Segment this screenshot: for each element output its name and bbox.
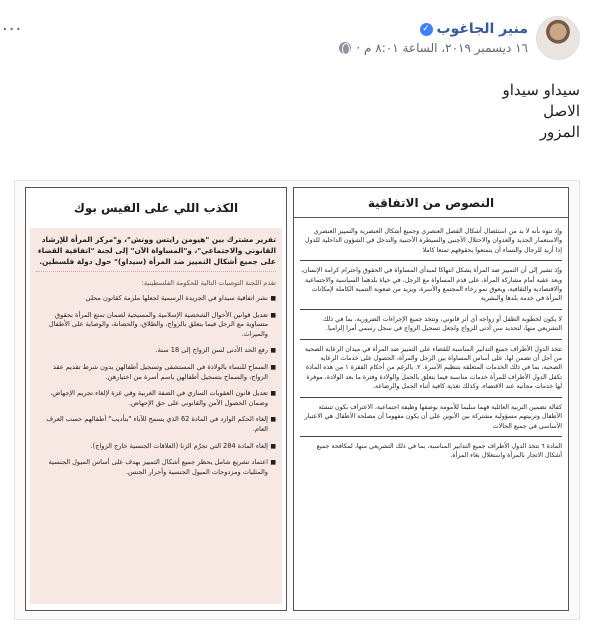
left-column xyxy=(25,187,287,611)
globe-icon xyxy=(339,42,351,54)
convention-text: المادة ٦ تتخذ الدول الأطراف جميع التدابير المناسبة، بما في ذلك التشريعي منها، لمكافحة جميع أشكال الاتجار بالمرأة واستغلال بغاء المرأة. xyxy=(316,442,562,460)
convention-text: وإذ تنوه بأنه لا بد من استئصال أشكال الفصل العنصري وجميع أشكال العنصرية والتمييز العنصري والاستعمار الجديد والعدوان والاحتلال الأجنبي والسيطرة الأجنبية والتدخل في الشؤون الداخلية للدول إذا أريد للرجال والنساء أن يتمتعوا بحقوقهم تمتعا كاملا xyxy=(300,222,562,261)
recommendation-item: ■ رفع الحد الأدنى لسن الزواج إلى 18 سنة. xyxy=(36,346,276,356)
post-image[interactable] xyxy=(14,180,580,620)
recommendation-item: ■ نشر اتفاقية سيداو في الجريدة الرسمية لجعلها ملزمة كقانون محلي xyxy=(36,294,276,304)
verified-badge-icon: ✓ xyxy=(420,23,433,36)
right-column-heading: النصوص من الاتفاقية xyxy=(294,188,568,218)
right-column xyxy=(293,187,569,611)
left-column-heading: الكذب اللي على الفيس بوك xyxy=(73,201,239,215)
right-column-body xyxy=(294,218,568,470)
author-name[interactable]: منير الجاغوب xyxy=(436,21,528,37)
author-row xyxy=(339,21,528,37)
recommendation-item: ■ اعتماد تشريع شامل يحظر جميع أشكال التمييز بهدف على أساس الميول الجنسية والمثليات ومزدوجات الميول الجنسية وأحرار الجنس. xyxy=(36,458,276,477)
post-text-line: الاصل xyxy=(543,102,580,120)
convention-text: تتخذ الدول الأطراف جميع التدابير المناسبة للقضاء على التمييز ضد المرأة في ميدان الرعاية الصحية من أجل أن تضمن لها، على أساس المساواة بين الرجل والمرأة، الحصول على خدمات الرعاية الصحية، بما في ذلك الخدمات المتعلقة بتنظيم الأسرة. ٢. بالرغم من أحكام الفقرة ١ من هذه المادة تكفل الدول الأطراف للمرأة خدمات مناسبة فيما يتعلق بالحمل والولادة وفترة ما بعد الولادة، موفرة لها خدمات مجانية عند الاقتضاء، وكذلك تغذية كافية أثناء الحمل والرضاعة. xyxy=(300,340,562,398)
convention-text: كفالة تضمين التربية العائلية فهما سليما للأمومة بوصفها وظيفة اجتماعية، الاعتراف بكون تنشئة الأطفال وتربيتهم مسؤولية مشتركة بين الأبوين على أن يكون مفهوما أن مصلحة الأطفال هي الاعتبار الأساسي في جميع الحالات xyxy=(300,398,562,437)
post-text-line: المزور xyxy=(539,123,580,141)
convention-text: وإذ تشير إلى أن التمييز ضد المرأة يشكل انتهاكا لمبدأي المساواة في الحقوق واحترام كرامة الإنسان، ويعد عقبة أمام مشاركة المرأة، على قدم المساواة مع الرجل، في حياة بلدهما السياسية والاجتماعية والاقتصادية والثقافية، ويعوق نمو رخاء المجتمع والأسرة، ويزيد من صعوبة التنمية الكاملة لإمكانات المرأة في خدمة بلدها والبشرية xyxy=(300,261,562,310)
post-text-line: سيداو سيداو xyxy=(502,81,580,99)
timestamp-row xyxy=(339,41,528,55)
recommendation-item: ■ السماح للنساء بالولادة في المستشفى وتسجيل أطفالهن بدون شرط تقديم عقد الزواج، والسماح بتسجيل أطفالهن باسم أسرة من اختيارهن. xyxy=(36,363,276,382)
recommendation-item: ■ إلغاء المادة 284 التي تجرّم الزنا (العلاقات الجنسية خارج الزواج). xyxy=(36,442,276,452)
post-timestamp[interactable]: ١٦ ديسمبر ٢٠١٩، الساعة ٨:٠١ م · xyxy=(356,41,528,55)
convention-text: لا يكون لخطوبة الطفل أو زواجه أي أثر قانوني، وتتخذ جميع الإجراءات الضرورية، بما في ذلك التشريعي منها، لتحديد سن أدنى للزواج ولجعل تسجيل الزواج في سجل رسمي أمرا إلزاميا. xyxy=(300,310,562,340)
recommendation-item: ■ إلغاء الحكم الوارد في المادة 62 الذي يسمح للآباء "بتأديب" أطفالهم حسب العرف العام. xyxy=(36,415,276,434)
post-header xyxy=(339,10,580,66)
document-table xyxy=(25,187,569,611)
recommendation-item: ■ تعديل قانون العقوبات الساري في الضفة الغربية وفي غزة لإلغاء تجريم الإجهاض، وضمان الحصول الآمن والقانوني على حق الإجهاض. xyxy=(36,389,276,408)
avatar[interactable] xyxy=(536,16,580,60)
post-options-button[interactable]: ... xyxy=(2,14,23,35)
report-intro: تقرير مشترك بين "هيومن رايتس ووتش"، و"مركز المرأة للإرشاد القانوني والاجتماعي"، و"المساواة الآن" إلى لجنة "اتفاقية القضاء على جميع أشكال التمييز ضد المرأة (سيداو)" حول دولة فلسطين. xyxy=(36,234,276,272)
post-meta xyxy=(339,21,528,55)
recommendation-item: ■ تعديل قوانين الأحوال الشخصية الإسلامية والمسيحية لضمان تمتع المرأة بحقوق متساوية مع الرجل فيما يتعلق بالزواج، والطلاق، والحضانة، والوصاية على الأطفال والميراث. xyxy=(36,311,276,340)
left-column-body xyxy=(30,228,282,604)
recommendations-subheading: تقدم اللجنة التوصيات التالية للحكومة الفلسطينية: xyxy=(141,279,276,287)
post-text xyxy=(502,80,580,143)
